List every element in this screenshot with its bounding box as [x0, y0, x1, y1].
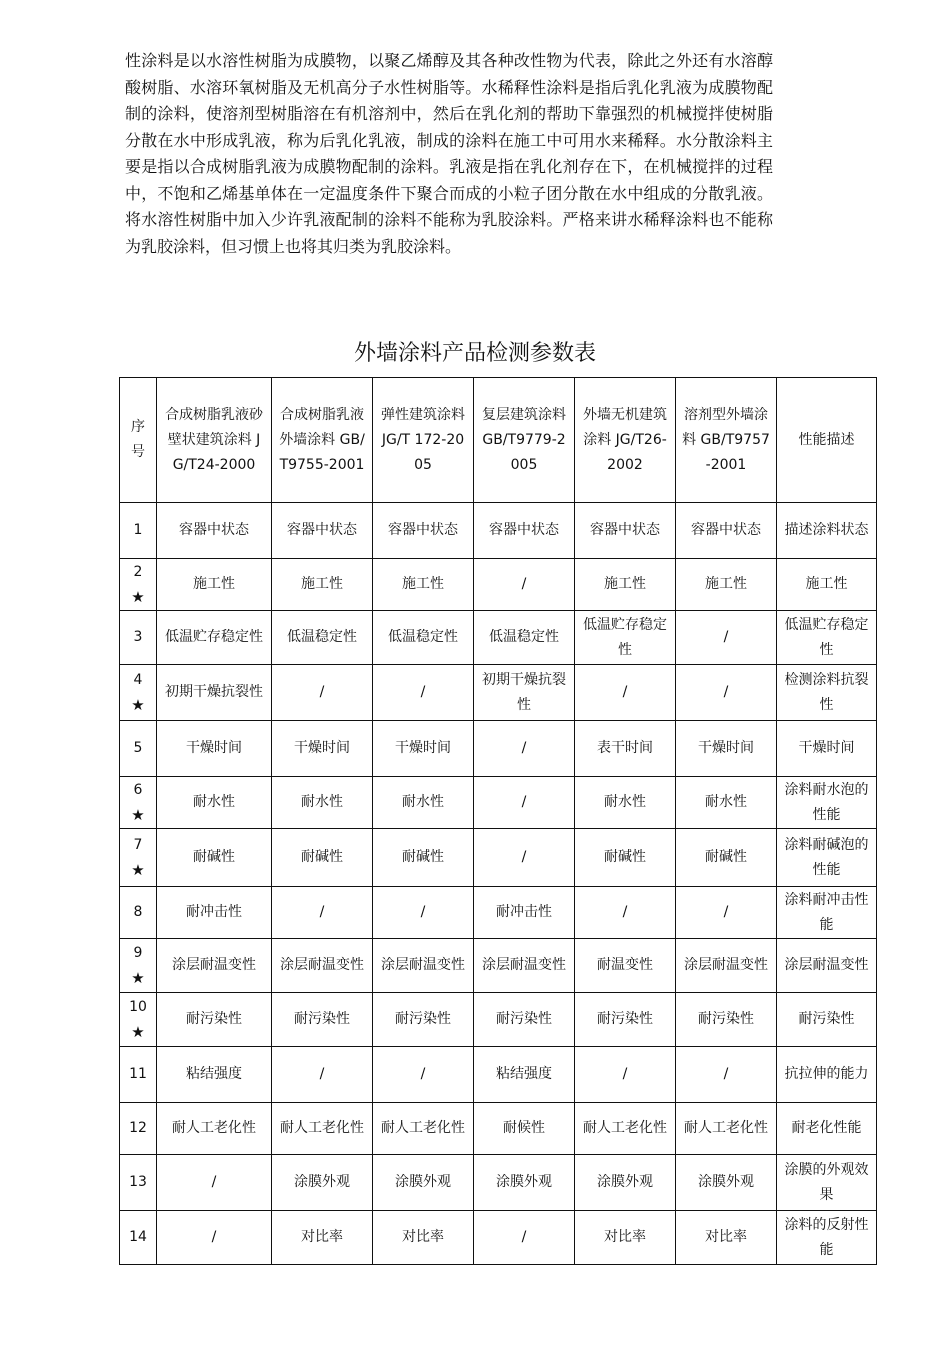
table-cell: 对比率 [373, 1211, 474, 1265]
table-row [120, 1047, 877, 1103]
table-cell: 耐水性 [272, 777, 373, 829]
key-item-star-icon: ★ [131, 805, 145, 824]
row-seq-cell [120, 559, 157, 611]
body-paragraph: 性涂料是以水溶性树脂为成膜物，以聚乙烯醇及其各种改性物为代表，除此之外还有水溶醇酸树脂、水溶环氧树脂及无机高分子水性树脂等。水稀释性涂料是指后乳化乳液为成膜物配制的涂料，使溶剂型树脂溶在有机溶剂中，然后在乳化剂的帮助下靠强烈的机械搅拌使树脂分散在水中形成乳液，称为后乳化乳液，制成的涂料在施工中可用水来稀释。水分散涂料主要是指以合成树脂乳液为成膜物配制的涂料。乳液是指在乳化剂存在下，在机械搅拌的过程中，不饱和乙烯基单体在一定温度条件下聚合而成的小粒子团分散在水中组成的分散乳液。将水溶性树脂中加入少许乳液配制的涂料不能称为乳胶涂料。严格来讲水稀释涂料也不能称为乳胶涂料，但习惯上也将其归类为乳胶涂料。 [125, 51, 773, 256]
table-row [120, 503, 877, 559]
table-row [120, 939, 877, 993]
key-item-star-icon: ★ [131, 968, 145, 987]
table-cell: 施工性 [575, 559, 676, 611]
table-cell: 干燥时间 [676, 721, 777, 777]
table-cell: 耐污染性 [272, 993, 373, 1047]
header-inorganic-coating: 外墙无机建筑涂料 JG/T26-2002 [575, 378, 676, 503]
table-cell: / [474, 559, 575, 611]
table-row [120, 1103, 877, 1155]
table-cell: 表干时间 [575, 721, 676, 777]
table-cell: / [676, 611, 777, 665]
row-seq-cell [120, 1155, 157, 1211]
table-cell: 耐水性 [373, 777, 474, 829]
table-cell: 耐温变性 [575, 939, 676, 993]
table-cell: 低温贮存稳定性 [157, 611, 272, 665]
table-cell: 涂膜外观 [676, 1155, 777, 1211]
table-cell: 耐污染性 [777, 993, 877, 1047]
table-body [120, 503, 877, 1265]
table-cell: 涂层耐温变性 [777, 939, 877, 993]
table-cell: 涂料耐碱泡的性能 [777, 829, 877, 887]
table-cell: 检测涂料抗裂性 [777, 665, 877, 721]
row-number: 1 [133, 522, 143, 538]
table-cell: 对比率 [676, 1211, 777, 1265]
table-cell: / [474, 777, 575, 829]
table-cell: / [676, 1047, 777, 1103]
row-seq-cell [120, 1047, 157, 1103]
row-number: 12 [129, 1120, 147, 1136]
header-elastic-coating: 弹性建筑涂料 JG/T 172-2005 [373, 378, 474, 503]
table-cell: / [373, 665, 474, 721]
table-cell: 耐水性 [676, 777, 777, 829]
table-row [120, 721, 877, 777]
table-cell: 描述涂料状态 [777, 503, 877, 559]
table-cell: 干燥时间 [272, 721, 373, 777]
table-cell: 耐水性 [157, 777, 272, 829]
table-cell: 低温稳定性 [474, 611, 575, 665]
table-cell: 耐水性 [575, 777, 676, 829]
table-cell: 耐碱性 [157, 829, 272, 887]
table-cell: / [272, 887, 373, 939]
table-cell: 施工性 [373, 559, 474, 611]
table-cell: / [575, 1047, 676, 1103]
key-item-star-icon: ★ [131, 587, 145, 606]
table-cell: 涂膜外观 [373, 1155, 474, 1211]
table-cell: / [575, 665, 676, 721]
key-item-star-icon: ★ [131, 695, 145, 714]
row-seq-cell [120, 665, 157, 721]
table-cell: 耐人工老化性 [575, 1103, 676, 1155]
table-cell: 耐污染性 [474, 993, 575, 1047]
table-cell: 涂料耐冲击性能 [777, 887, 877, 939]
table-cell: 涂层耐温变性 [676, 939, 777, 993]
table-cell: 耐冲击性 [474, 887, 575, 939]
table-cell: 耐碱性 [676, 829, 777, 887]
row-number: 13 [129, 1174, 147, 1190]
table-cell: / [272, 1047, 373, 1103]
table-row [120, 777, 877, 829]
row-seq-cell [120, 777, 157, 829]
table-cell: 耐碱性 [373, 829, 474, 887]
table-cell: 耐人工老化性 [157, 1103, 272, 1155]
table-cell: 涂膜外观 [272, 1155, 373, 1211]
table-row [120, 1155, 877, 1211]
table-row [120, 1211, 877, 1265]
header-sand-wall-coating: 合成树脂乳液砂壁状建筑涂料 JG/T24-2000 [157, 378, 272, 503]
table-cell: 对比率 [272, 1211, 373, 1265]
table-cell: 耐污染性 [575, 993, 676, 1047]
table-cell: 低温贮存稳定性 [575, 611, 676, 665]
table-cell: 涂膜的外观效果 [777, 1155, 877, 1211]
row-seq-cell [120, 611, 157, 665]
table-cell: / [157, 1211, 272, 1265]
table-cell: / [373, 1047, 474, 1103]
table-cell: 涂料的反射性能 [777, 1211, 877, 1265]
table-cell: 低温稳定性 [272, 611, 373, 665]
table-cell: 低温贮存稳定性 [777, 611, 877, 665]
table-header-row [120, 378, 877, 503]
table-cell: 耐人工老化性 [272, 1103, 373, 1155]
table-cell: / [474, 1211, 575, 1265]
key-item-star-icon: ★ [131, 1022, 145, 1041]
table-cell: 容器中状态 [272, 503, 373, 559]
table-cell: / [474, 829, 575, 887]
header-seq: 序号 [120, 378, 157, 503]
table-cell: 粘结强度 [474, 1047, 575, 1103]
table-cell: 抗拉伸的能力 [777, 1047, 877, 1103]
row-number: 5 [133, 740, 143, 756]
table-cell: 涂膜外观 [474, 1155, 575, 1211]
table-cell: 涂层耐温变性 [157, 939, 272, 993]
table-cell: / [474, 721, 575, 777]
table-cell: 涂层耐温变性 [373, 939, 474, 993]
row-seq-cell [120, 829, 157, 887]
table-cell: / [676, 665, 777, 721]
table-cell: 施工性 [157, 559, 272, 611]
table-cell: 涂层耐温变性 [272, 939, 373, 993]
table-cell: 对比率 [575, 1211, 676, 1265]
row-number: 9 [133, 944, 143, 961]
table-cell: 容器中状态 [474, 503, 575, 559]
table-cell: 容器中状态 [575, 503, 676, 559]
table-cell: / [157, 1155, 272, 1211]
header-multilayer-coating: 复层建筑涂料 GB/T9779-2005 [474, 378, 575, 503]
table-cell: 耐人工老化性 [676, 1103, 777, 1155]
table-cell: 耐候性 [474, 1103, 575, 1155]
table-row [120, 665, 877, 721]
key-item-star-icon: ★ [131, 860, 145, 879]
row-number: 3 [133, 629, 143, 645]
table-cell: 干燥时间 [373, 721, 474, 777]
table-cell: 容器中状态 [676, 503, 777, 559]
header-solvent-coating: 溶剂型外墙涂料 GB/T9757-2001 [676, 378, 777, 503]
row-number: 7 [133, 836, 143, 853]
table-cell: 耐冲击性 [157, 887, 272, 939]
row-seq-cell [120, 503, 157, 559]
header-emulsion-exterior-coating: 合成树脂乳液外墙涂料 GB/T9755-2001 [272, 378, 373, 503]
row-number: 11 [129, 1066, 147, 1082]
row-seq-cell [120, 1211, 157, 1265]
table-cell: 初期干燥抗裂性 [157, 665, 272, 721]
table-row [120, 559, 877, 611]
table-cell: 涂层耐温变性 [474, 939, 575, 993]
table-cell: 耐碱性 [272, 829, 373, 887]
table-cell: 施工性 [676, 559, 777, 611]
table-cell: 耐老化性能 [777, 1103, 877, 1155]
row-seq-cell [120, 939, 157, 993]
table-cell: 容器中状态 [157, 503, 272, 559]
table-row [120, 993, 877, 1047]
row-seq-cell [120, 721, 157, 777]
table-cell: 耐人工老化性 [373, 1103, 474, 1155]
table-cell: 涂料耐水泡的性能 [777, 777, 877, 829]
table-cell: 耐污染性 [157, 993, 272, 1047]
row-number: 6 [133, 781, 143, 798]
row-number: 10 [129, 998, 147, 1015]
table-cell: 初期干燥抗裂性 [474, 665, 575, 721]
row-number: 14 [129, 1229, 147, 1245]
row-seq-cell [120, 887, 157, 939]
table-title: 外墙涂料产品检测参数表 [353, 341, 596, 366]
table-cell: 耐污染性 [373, 993, 474, 1047]
table-cell: 耐污染性 [676, 993, 777, 1047]
table-row [120, 611, 877, 665]
table-cell: / [373, 887, 474, 939]
table-cell: 施工性 [777, 559, 877, 611]
table-cell: 粘结强度 [157, 1047, 272, 1103]
row-number: 2 [133, 563, 143, 580]
table-cell: / [676, 887, 777, 939]
row-seq-cell [120, 1103, 157, 1155]
table-cell: / [575, 887, 676, 939]
table-cell: 低温稳定性 [373, 611, 474, 665]
table-cell: 施工性 [272, 559, 373, 611]
row-number: 4 [133, 671, 143, 688]
header-description: 性能描述 [777, 378, 877, 503]
table-cell: / [272, 665, 373, 721]
table-row [120, 887, 877, 939]
parameter-table [119, 377, 877, 1265]
table-row [120, 829, 877, 887]
table-cell: 耐碱性 [575, 829, 676, 887]
table-cell: 干燥时间 [157, 721, 272, 777]
row-seq-cell [120, 993, 157, 1047]
table-cell: 涂膜外观 [575, 1155, 676, 1211]
table-cell: 干燥时间 [777, 721, 877, 777]
row-number: 8 [133, 904, 143, 920]
table-cell: 容器中状态 [373, 503, 474, 559]
